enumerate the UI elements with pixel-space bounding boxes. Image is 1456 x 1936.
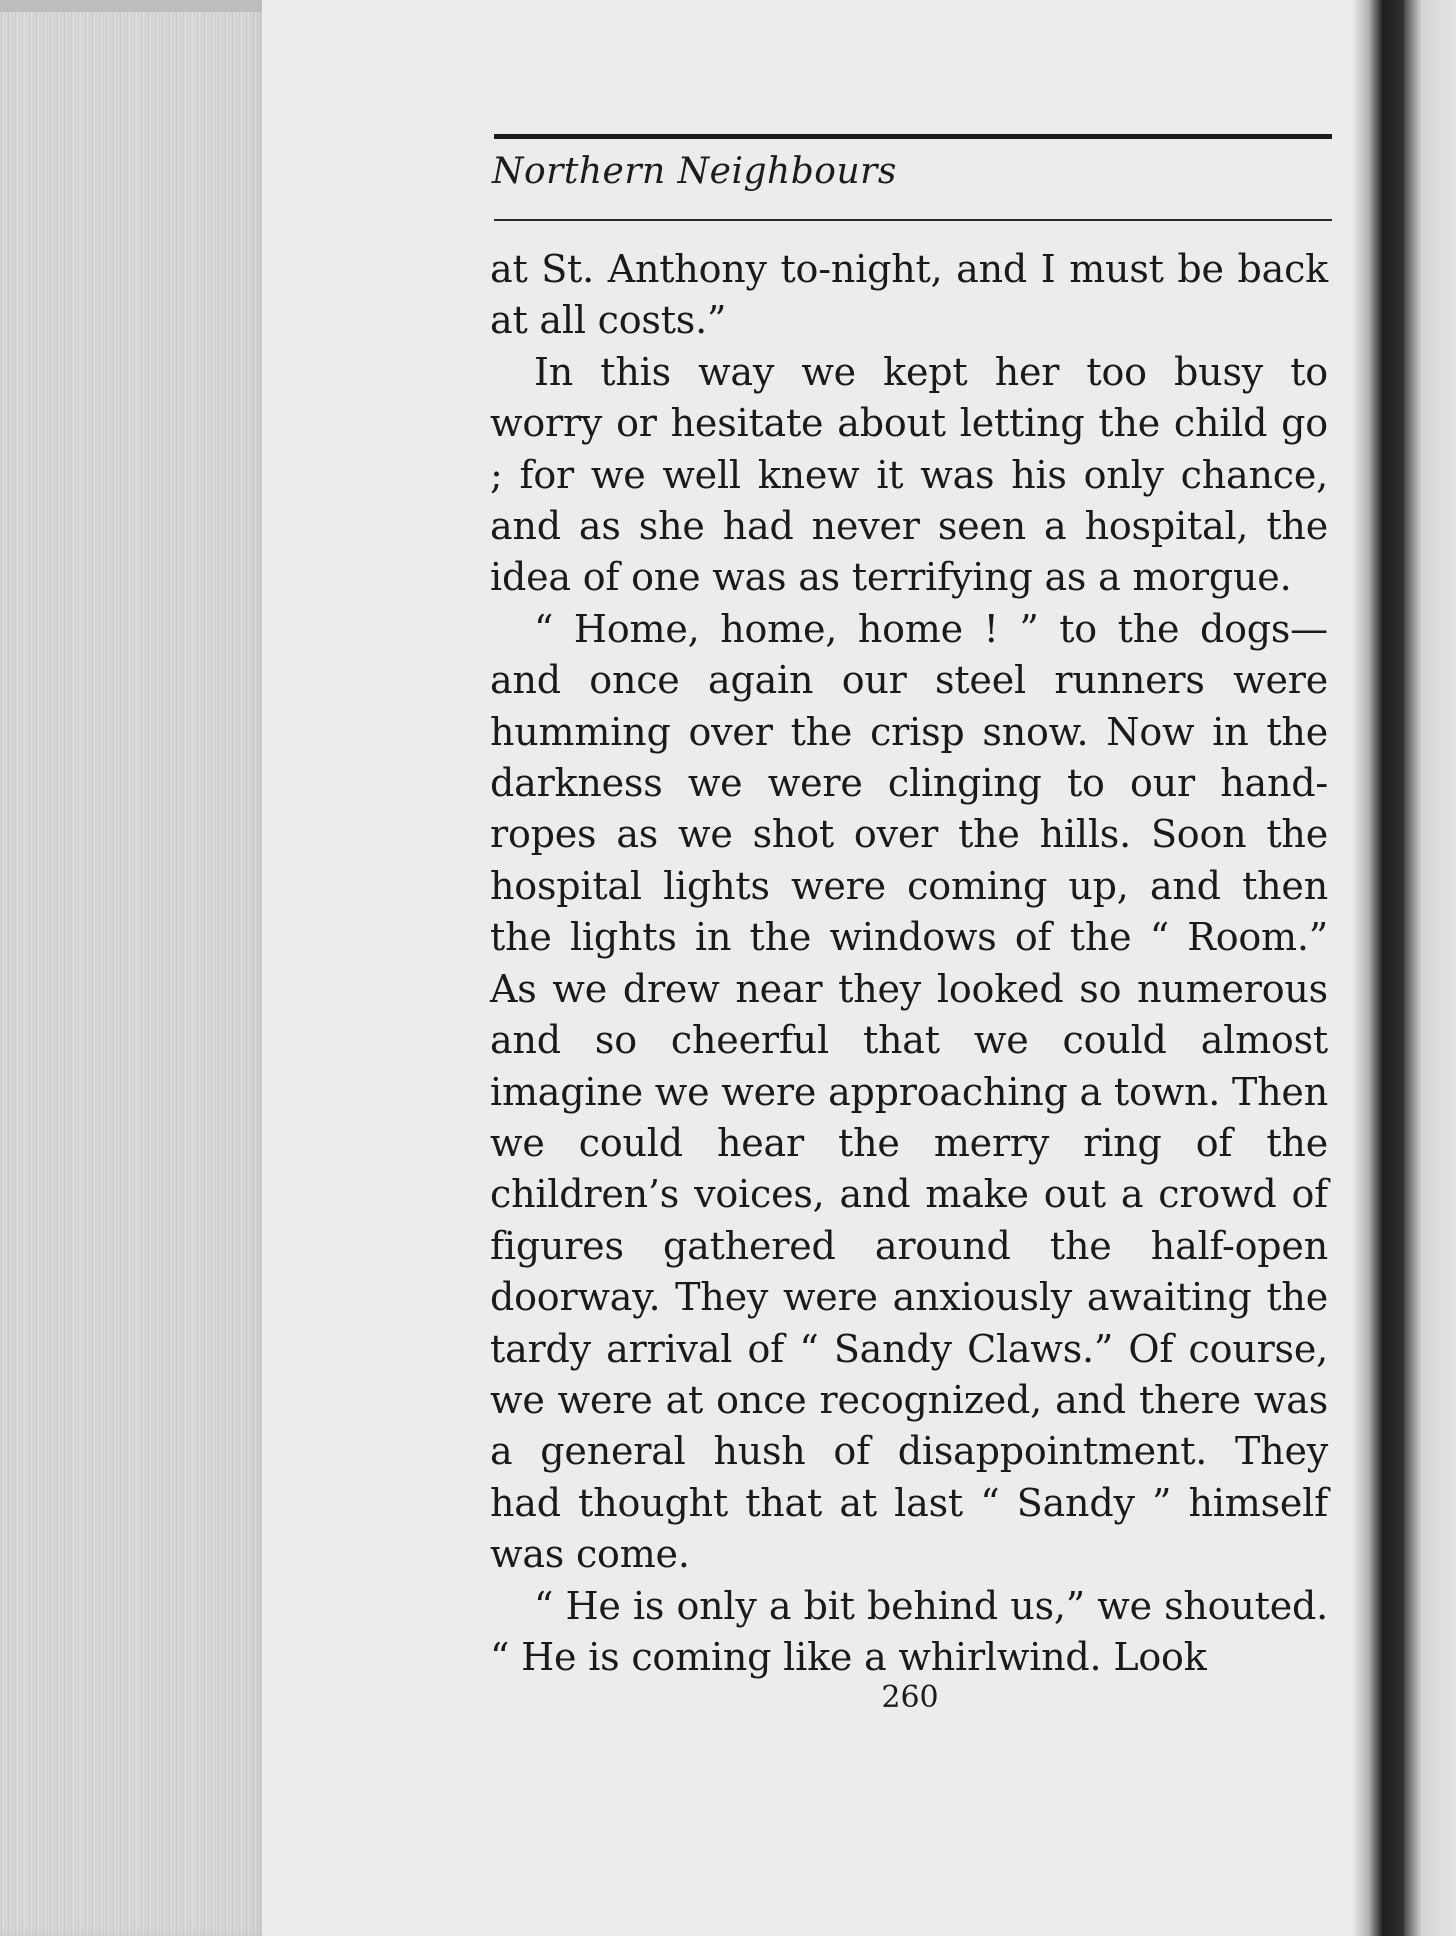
running-head: Northern Neighbours bbox=[492, 151, 897, 192]
paragraph: at St. Anthony to-night, and I must be back at all costs.” bbox=[490, 247, 1328, 343]
book-spine-shadow bbox=[1352, 0, 1408, 1936]
facing-page-edge bbox=[1404, 0, 1456, 1936]
paragraph: “ Home, home, home ! ” to the dogs—and once again our steel runners were humming over the crisp snow. Now in the darkness we were clinging to our hand-ropes as we shot over the hills. Soon the hospital lights were coming up, and then the lights in the windows of the “ Room.” As we drew near they looked so numerous and so cheerful that we could almost imagine we were approaching a town. Then we could hear the merry ring of the children’s voices, and make out a crowd of figures gathered around the half-open doorway. They were anxiously awaiting the tardy arrival of “ Sandy Claws.” Of course, we were at once recognized, and there was a general hush of disappointment. They had thought that at last “ Sandy ” himself was come. bbox=[490, 606, 1328, 1577]
book-page-edges bbox=[0, 0, 262, 1936]
header-bottom-rule bbox=[494, 219, 1332, 221]
header-top-rule bbox=[494, 134, 1332, 139]
body-text bbox=[490, 244, 1328, 1683]
paragraph: “ He is only a bit behind us,” we shouted. “ He is coming like a whirlwind. Look bbox=[490, 1583, 1328, 1679]
paragraph: In this way we kept her too busy to worry or hesitate about letting the child go ; for we well knew it was his only chance, and as she had never seen a hospital, the idea of one was as terrifying as a morgue. bbox=[490, 349, 1328, 600]
page-number: 260 bbox=[881, 1680, 939, 1715]
